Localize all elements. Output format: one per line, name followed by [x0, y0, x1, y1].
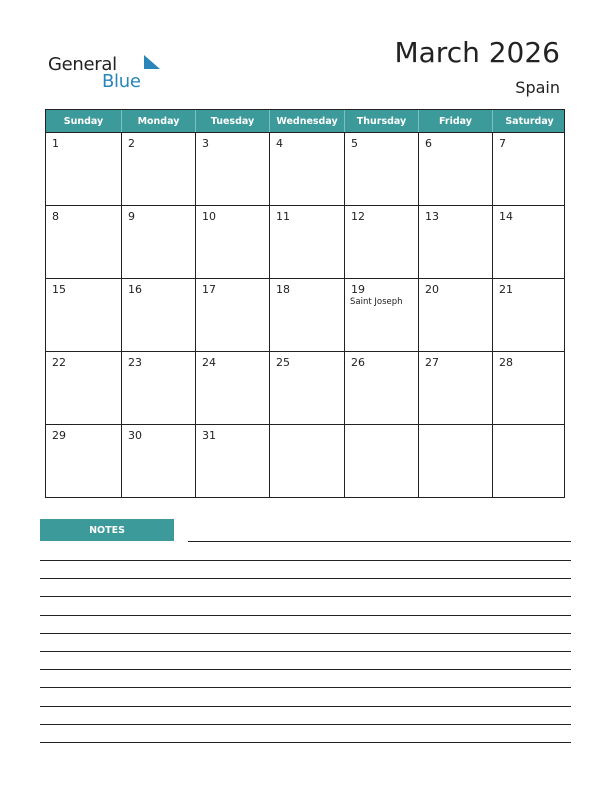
day-cell: [492, 279, 566, 351]
page-title: March 2026: [394, 36, 560, 69]
day-number: 24: [202, 356, 216, 369]
day-number: 18: [276, 283, 290, 296]
day-cell: [121, 425, 195, 497]
day-number: 19: [351, 283, 365, 296]
day-cell: [344, 425, 418, 497]
day-cell: [418, 425, 492, 497]
day-number: 21: [499, 283, 513, 296]
day-number: 5: [351, 137, 358, 150]
day-cell: [46, 133, 121, 205]
day-number: 16: [128, 283, 142, 296]
day-cell: [195, 206, 269, 278]
day-number: 27: [425, 356, 439, 369]
day-number: 10: [202, 210, 216, 223]
day-cell: [344, 133, 418, 205]
notes-line: [40, 578, 571, 579]
day-cell: [418, 279, 492, 351]
notes-line: [40, 724, 571, 725]
weekday-tuesday: Tuesday: [195, 110, 269, 132]
weekday-saturday: Saturday: [492, 110, 566, 132]
brand-general-text: General: [48, 54, 117, 75]
notes-line: [40, 706, 571, 707]
day-cell: [492, 133, 566, 205]
day-number: 12: [351, 210, 365, 223]
day-cell: [195, 425, 269, 497]
day-cell: [344, 352, 418, 424]
day-cell: [269, 279, 344, 351]
day-cell: [492, 206, 566, 278]
day-cell: [492, 425, 566, 497]
holiday-label: Saint Joseph: [350, 297, 403, 307]
notes-line: [40, 651, 571, 652]
notes-line: [40, 669, 571, 670]
day-cell: [269, 206, 344, 278]
day-cell: [46, 206, 121, 278]
day-cell: [492, 352, 566, 424]
day-number: 3: [202, 137, 209, 150]
weekday-wednesday: Wednesday: [269, 110, 344, 132]
day-number: 29: [52, 429, 66, 442]
notes-line: [188, 541, 571, 542]
day-cell: [418, 352, 492, 424]
weekday-header-row: [46, 110, 564, 132]
country-name: Spain: [515, 78, 560, 97]
day-cell: [195, 279, 269, 351]
day-number: 8: [52, 210, 59, 223]
day-number: 2: [128, 137, 135, 150]
day-cell: [344, 206, 418, 278]
day-cell: [121, 279, 195, 351]
day-cell: [195, 133, 269, 205]
day-number: 30: [128, 429, 142, 442]
calendar-grid: [45, 109, 565, 498]
day-cell: [46, 425, 121, 497]
day-cell: [46, 352, 121, 424]
day-number: 11: [276, 210, 290, 223]
notes-line: [40, 633, 571, 634]
day-cell: [269, 133, 344, 205]
day-number: 17: [202, 283, 216, 296]
notes-line: [40, 687, 571, 688]
notes-line: [40, 615, 571, 616]
weekday-thursday: Thursday: [344, 110, 418, 132]
day-cell: [121, 352, 195, 424]
day-cell: [344, 279, 418, 351]
week-row: [46, 351, 564, 424]
notes-line: [40, 560, 571, 561]
day-number: 14: [499, 210, 513, 223]
day-cell: [46, 279, 121, 351]
day-number: 31: [202, 429, 216, 442]
day-number: 25: [276, 356, 290, 369]
day-number: 13: [425, 210, 439, 223]
day-number: 4: [276, 137, 283, 150]
day-cell: [195, 352, 269, 424]
day-cell: [121, 206, 195, 278]
brand-logo: [48, 52, 158, 92]
notes-label: NOTES: [40, 519, 174, 541]
brand-blue-text: Blue: [102, 71, 141, 92]
day-number: 15: [52, 283, 66, 296]
weekday-friday: Friday: [418, 110, 492, 132]
day-cell: [269, 425, 344, 497]
day-number: 28: [499, 356, 513, 369]
day-cell: [269, 352, 344, 424]
day-number: 9: [128, 210, 135, 223]
week-row: [46, 278, 564, 351]
day-cell: [418, 206, 492, 278]
week-row: [46, 132, 564, 205]
notes-line: [40, 596, 571, 597]
day-number: 20: [425, 283, 439, 296]
day-cell: [418, 133, 492, 205]
weekday-monday: Monday: [121, 110, 195, 132]
day-number: 23: [128, 356, 142, 369]
weekday-sunday: Sunday: [63, 115, 104, 127]
day-cell: [121, 133, 195, 205]
week-row: [46, 424, 564, 497]
notes-line: [40, 742, 571, 743]
day-number: 26: [351, 356, 365, 369]
day-number: 1: [52, 137, 59, 150]
day-number: 6: [425, 137, 432, 150]
day-number: 22: [52, 356, 66, 369]
logo-triangle-icon: [144, 55, 160, 69]
day-number: 7: [499, 137, 506, 150]
week-row: [46, 205, 564, 278]
